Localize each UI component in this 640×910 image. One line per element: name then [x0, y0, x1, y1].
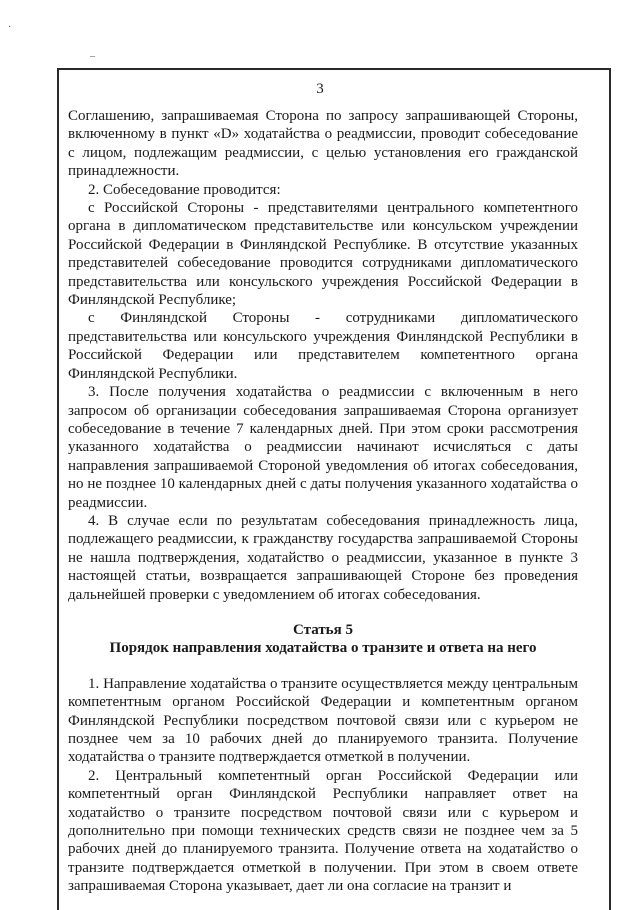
scan-mark-dot: ·	[8, 22, 12, 33]
paragraph-continuation: Соглашению, запрашиваемая Сторона по запросу запрашивающей Стороны, включенному в пункт «D» ходатайства о реадмиссии, проводит собеседование с лицом, подлежащим реадмиссии, с целью установления его гражданской принадлежности.	[68, 108, 578, 180]
document-body	[68, 107, 578, 896]
paragraph-finnish-side: с Финляндской Стороны - сотрудниками дипломатического представительства или консульского учреждения Финляндской Республики в Российской Федерации или представителем компетентного органа Финляндской Республики.	[68, 310, 578, 382]
article-number: Статья 5	[293, 621, 353, 638]
paragraph-item-4: 4. В случае если по результатам собеседования принадлежность лица, подлежащего реадмиссии, к гражданству государства запрашиваемой Стороны не нашла подтверждения, ходатайство о реадмиссии, указанное в пункте 3 настоящей статьи, возвращается запрашивающей Стороне без проведения дальнейшей проверки с уведомлением об итогах собеседования.	[68, 512, 578, 603]
article-title: Порядок направления ходатайства о транзите и ответа на него	[109, 640, 537, 657]
paragraph-russian-side: с Российской Стороны - представителями центрального компетентного органа в дипломатическом представительстве или консульском учреждении Российской Федерации в Финляндской Республике. В отсутствие указанных представителей собеседование проводится сотрудниками дипломатического представительства или консульского учреждения Российской Федерации в Финляндской Республике;	[68, 200, 578, 309]
paragraph-transit-2: 2. Центральный компетентный орган Российской Федерации или компетентный орган Финляндской Республики направляет ответ на ходатайство о транзите посредством почтовой связи или с курьером и дополнительно при помощи технических средств связи не позднее чем за 5 рабочих дней до планируемого транзита. Получение ответа на ходатайство о транзите подтверждается отметкой в получении. При этом в своем ответе запрашиваемая Сторона указывает, дает ли она согласие на транзит и	[68, 767, 578, 895]
paragraph-item-2: 2. Собеседование проводится:	[88, 181, 281, 198]
paragraph-transit-1: 1. Направление ходатайства о транзите осуществляется между центральным компетентным органом Российской Федерации и компетентным органом Финляндской Республики посредством почтовой связи или с курьером не позднее чем за 10 рабочих дней до планируемого транзита. Получение ходатайства о транзите подтверждается отметкой в получении.	[68, 675, 578, 766]
scan-mark-dash: –	[90, 51, 95, 62]
page-number: 3	[316, 81, 324, 97]
paragraph-item-3: 3. После получения ходатайства о реадмиссии с включенным в него запросом об организации собеседования запрашиваемая Сторона организует собеседование в течение 7 календарных дней. При этом сроки рассмотрения указанного ходатайства о реадмиссии начинают исчисляться с даты направления запрашиваемой Стороной уведомления об итогах собеседования, но не позднее 10 календарных дней с даты получения указанного ходатайства о реадмиссии.	[68, 384, 578, 511]
